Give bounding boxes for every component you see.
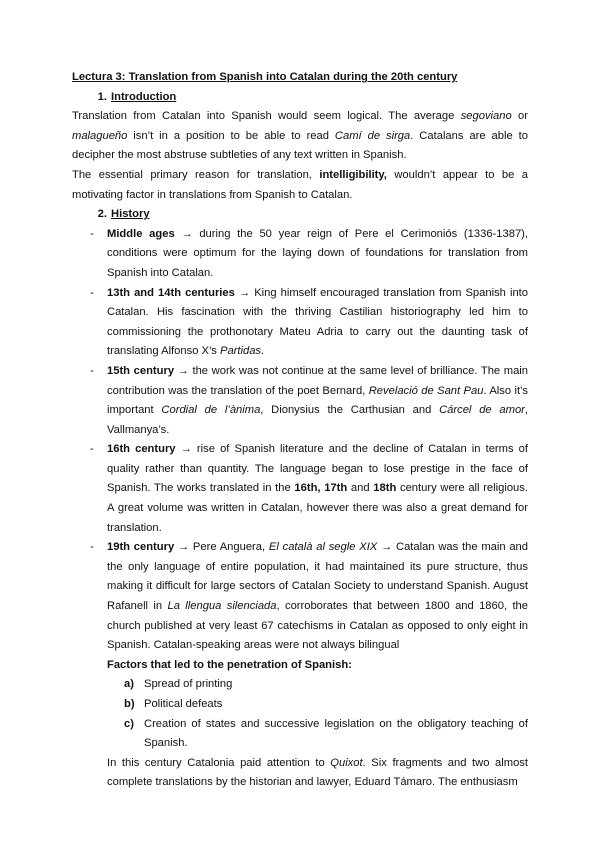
closing-paragraph: In this century Catalonia paid attention to Quixot. Six fragments and two almost complete translations by the historian and lawyer, Eduard Támaro. The enthusiasm xyxy=(107,756,528,789)
bullet-dash: - xyxy=(90,364,94,377)
bullet-dash: - xyxy=(90,227,94,240)
history-item-16th: - 16th century → rise of Spanish literature and the decline of Catalan in terms of quality rather than quantity. The language began to lose prestige in the face of Spanish. The works translated in the 16th, 17th and 18th century were all religious. A great volume was written in Catalan, however there was also a great demand for translation. xyxy=(72,440,528,538)
bullet-dash: - xyxy=(90,286,94,299)
history-item-middle-ages: - Middle ages → during the 50 year reign of Pere el Cerimoniós (1336-1387), conditions were optimum for the laying down of foundations for translation from Spanish into Catalan. xyxy=(72,225,528,284)
document-title: Lectura 3: Translation from Spanish into Catalan during the 20th century xyxy=(72,71,458,83)
factors-heading: Factors that led to the penetration of Spanish: xyxy=(107,658,352,671)
bullet-dash: - xyxy=(90,541,94,554)
factor-marker: c) xyxy=(124,717,134,730)
section-label: History xyxy=(111,208,150,221)
history-item-15th: - 15th century → the work was not continue at the same level of brilliance. The main contribution was the translation of the poet Bernard, Revelació de Sant Pau. Also it’s important Cordial de l’ànima, Dionysius the Carthusian and Cárcel de amor, Vallmanya’s. xyxy=(72,362,528,440)
factor-item: c) Creation of states and successive legislation on the obligatory teaching of Spanish. xyxy=(72,715,528,754)
intro-paragraph-2: The essential primary reason for translation, intelligibility, wouldn’t appear to be a motivating factor in translations from Spanish to Catalan. xyxy=(72,168,528,201)
factor-marker: a) xyxy=(124,678,134,691)
history-item-19th: - 19th century → Pere Anguera, El català al segle XIX → Catalan was the main and the only language of entire population, it had maintained its pure structure, thus making it difficult for large sectors of Catalan Society to understand Spanish. August Rafanell in La llengua silenciada, corroborates that between 1800 and 1860, the church published at very least 67 catechisms in Catalan as opposed to only eight in Spanish. Catalan-speaking areas were not always bilingual xyxy=(72,538,528,656)
section-number: 1. xyxy=(97,90,107,103)
bullet-dash: - xyxy=(90,443,94,456)
factor-item: a) Spread of printing xyxy=(72,675,528,695)
factor-item: b) Political defeats xyxy=(72,695,528,715)
section-heading-introduction xyxy=(72,88,528,108)
factor-marker: b) xyxy=(124,698,135,710)
section-number: 2. xyxy=(97,208,107,221)
history-item-13th-14th: - 13th and 14th centuries → King himself encouraged translation from Spanish into Catalan. His fascination with the thriving Castilian historiography led him to commissioning the prothonotary Mateu Adria to carry out the daunting task of translating Alfonso X’s Partidas. xyxy=(72,284,528,362)
section-heading-history xyxy=(72,205,528,225)
document-page xyxy=(72,68,528,793)
intro-paragraph-1: Translation from Catalan into Spanish would seem logical. The average segoviano or malagueño isn’t in a position to be able to read Camí de sirga. Catalans are able to decipher the most abstruse subtleties of any text written in Spanish. xyxy=(72,110,528,162)
section-label: Introduction xyxy=(111,90,177,103)
